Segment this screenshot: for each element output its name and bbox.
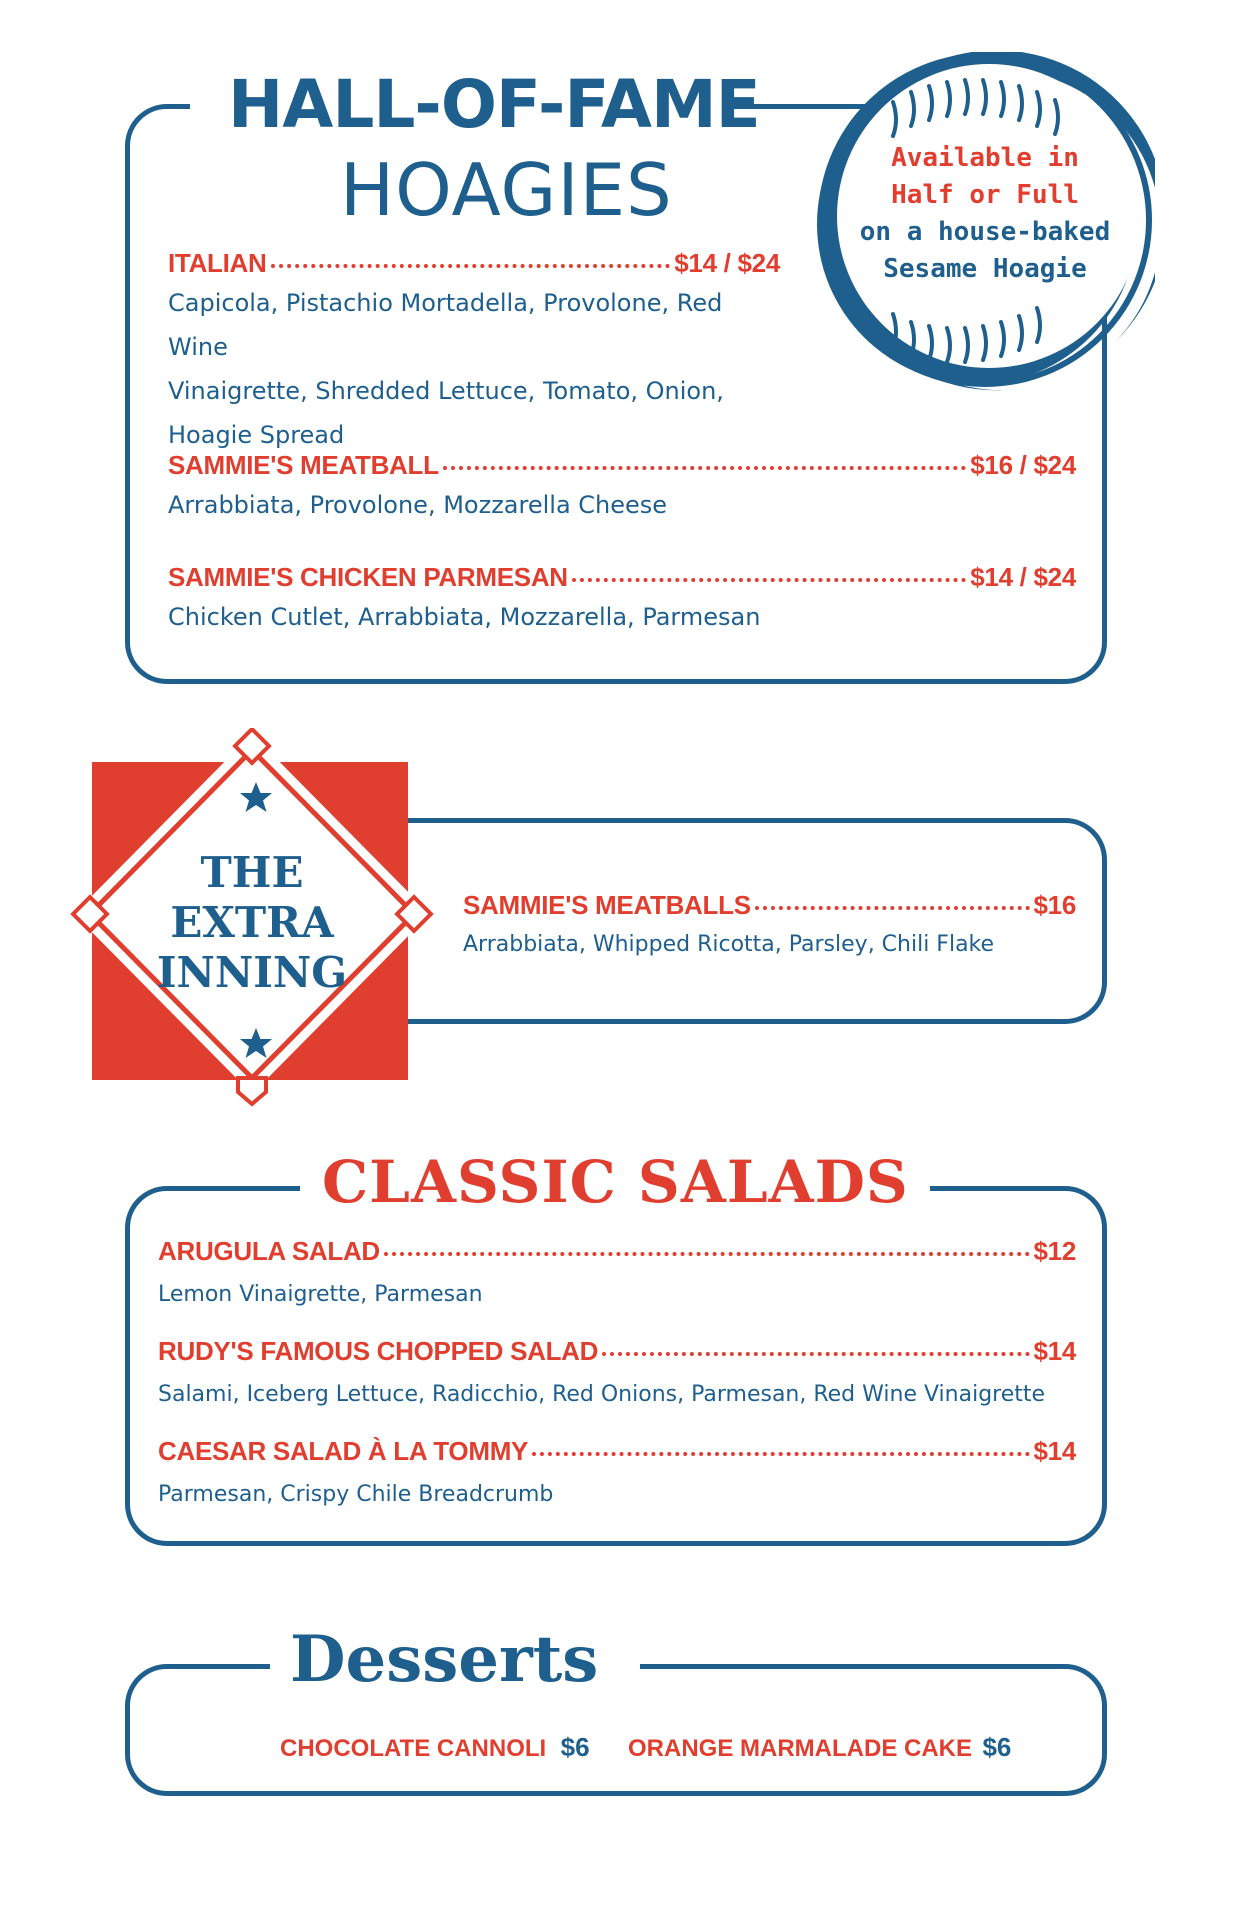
item-price: $16 xyxy=(1033,890,1076,920)
item-price: $14 / $24 xyxy=(970,562,1076,592)
hoagies-title: HALL-OF-FAME xyxy=(228,66,760,143)
badge-line-4: Sesame Hoagie xyxy=(883,254,1087,284)
leader-dots xyxy=(443,466,967,470)
menu-item-caesar-salad xyxy=(158,1436,1076,1517)
menu-item-sammies-meatball xyxy=(168,450,1076,527)
item-price: $6 xyxy=(560,1732,590,1762)
leader-dots xyxy=(755,906,1030,910)
title-line: EXTRA xyxy=(170,898,334,947)
item-name: RUDY'S FAMOUS CHOPPED SALAD xyxy=(158,1336,599,1366)
leader-dots xyxy=(602,1352,1029,1356)
leader-dots xyxy=(572,578,966,582)
dessert-item-marmalade-cake xyxy=(628,1732,1011,1763)
item-description: Chicken Cutlet, Arrabbiata, Mozzarella, Parmesan xyxy=(168,603,761,631)
leader-dots xyxy=(532,1452,1029,1456)
badge-line-2: Half or Full xyxy=(891,180,1079,210)
item-name: CHOCOLATE CANNOLI xyxy=(280,1735,547,1762)
desc-line: Capicola, Pistachio Mortadella, Provolone, Red Wine xyxy=(168,289,723,361)
desserts-title: Desserts xyxy=(290,1622,599,1697)
item-price: $14 / $24 xyxy=(674,248,780,278)
item-description: Lemon Vinaigrette, Parmesan xyxy=(158,1282,483,1307)
badge-line-1: Available in xyxy=(891,143,1079,173)
menu-item-chopped-salad xyxy=(158,1336,1076,1417)
item-name: CAESAR SALAD À LA TOMMY xyxy=(158,1436,529,1466)
menu-item-arugula-salad xyxy=(158,1236,1076,1317)
item-price: $6 xyxy=(982,1732,1012,1762)
desserts-box xyxy=(125,1664,1107,1796)
leader-dots xyxy=(384,1252,1030,1256)
item-description: Salami, Iceberg Lettuce, Radicchio, Red Onions, Parmesan, Red Wine Vinaigrette xyxy=(158,1382,1046,1407)
leader-dots xyxy=(271,264,671,268)
desc-line: Vinaigrette, Shredded Lettuce, Tomato, Onion, xyxy=(168,377,724,405)
item-description xyxy=(168,281,780,457)
item-price: $16 / $24 xyxy=(970,450,1076,480)
menu-item-italian xyxy=(168,248,780,457)
item-name: SAMMIE'S MEATBALL xyxy=(168,450,439,480)
item-price: $12 xyxy=(1033,1236,1076,1266)
badge-line-3: on a house-baked xyxy=(859,217,1111,247)
menu-item-sammies-meatballs xyxy=(463,890,1076,967)
star-icon xyxy=(238,1026,274,1062)
item-description: Arrabbiata, Provolone, Mozzarella Cheese xyxy=(168,491,668,519)
title-line: THE xyxy=(200,848,304,897)
desc-line: Hoagie Spread xyxy=(168,421,345,449)
item-name: SAMMIE'S CHICKEN PARMESAN xyxy=(168,562,568,592)
star-icon xyxy=(238,780,274,816)
item-name: ITALIAN xyxy=(168,248,267,278)
item-description: Arrabbiata, Whipped Ricotta, Parsley, Chili Flake xyxy=(463,932,995,957)
item-price: $14 xyxy=(1033,1336,1076,1366)
dessert-item-cannoli xyxy=(280,1732,590,1763)
item-description: Parmesan, Crispy Chile Breadcrumb xyxy=(158,1482,554,1507)
menu-item-chicken-parmesan xyxy=(168,562,1076,639)
item-name: ORANGE MARMALADE CAKE xyxy=(628,1735,972,1762)
salads-title: CLASSIC SALADS xyxy=(322,1148,909,1216)
hoagies-subtitle: HOAGIES xyxy=(340,148,673,232)
item-name: SAMMIE'S MEATBALLS xyxy=(463,890,751,920)
title-line: INNING xyxy=(156,948,348,997)
item-price: $14 xyxy=(1033,1436,1076,1466)
extra-inning-title xyxy=(152,848,352,998)
item-name: ARUGULA SALAD xyxy=(158,1236,380,1266)
